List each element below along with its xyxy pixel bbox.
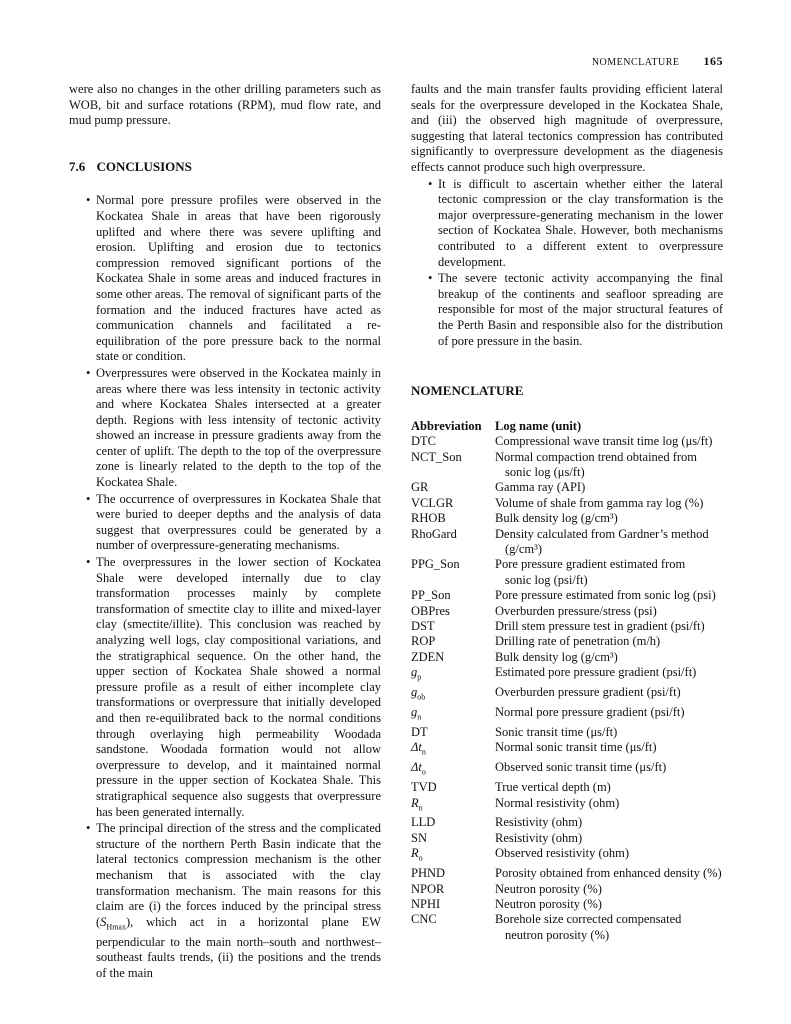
log-name: Porosity obtained from enhanced density (%) xyxy=(495,866,722,881)
table-row xyxy=(411,604,723,619)
log-name-cell xyxy=(495,846,723,866)
abbreviation-cell xyxy=(411,897,495,912)
log-name: Density calculated from Gardner’s method xyxy=(495,526,709,541)
abbreviation: R xyxy=(411,795,419,810)
conclusion-item: • Normal pore pressure profiles were observed in the Kockatea Shale in areas that have been rigorously uplifted and where there was severe uplifting and erosion. Uplifting and erosion due to tectonics compression removed significant portions of the Kockatea Shale in some areas and induced fractures in some other areas. The removal of significant parts of the formation and the induced fractures have acted as communication channels and facilitated a re-equilibration of the pore pressure back to the normal state or condition. xyxy=(69,193,381,365)
log-name-cell xyxy=(495,740,723,760)
abbreviation-cell xyxy=(411,685,495,705)
abbreviation: RHOB xyxy=(411,511,446,526)
running-title: NOMENCLATURE xyxy=(591,57,680,68)
log-name: Observed resistivity (ohm) xyxy=(495,846,630,861)
log-name-cell xyxy=(495,557,723,588)
log-name: Overburden pressure/stress (psi) xyxy=(495,603,657,618)
abbreviation-cell xyxy=(411,882,495,897)
abbreviation-cell xyxy=(411,450,495,481)
log-name-cell xyxy=(495,496,723,511)
log-name-cell xyxy=(495,831,723,846)
abbreviation: R xyxy=(411,846,419,861)
abbreviation: ROP xyxy=(411,634,436,649)
conclusion-text: The principal direction of the stress and the complicated structure of the northern Perth Basin indicate that the lateral tectonics compression mechanism is the other mechanism that is associated with the clay transformation mechanism. The main reasons for this claim are (i) the forces induced by the principal stress ( xyxy=(96,821,381,929)
table-row xyxy=(411,450,723,481)
log-name: Volume of shale from gamma ray log (%) xyxy=(495,495,704,510)
abbreviation: DST xyxy=(411,618,435,633)
table-row xyxy=(411,650,723,665)
abbreviation: NCT_Son xyxy=(411,449,462,464)
abbreviation-cell xyxy=(411,815,495,830)
abbreviation-cell xyxy=(411,760,495,780)
log-name-cell xyxy=(495,760,723,780)
stress-symbol: S xyxy=(100,914,107,929)
left-column xyxy=(69,82,381,983)
log-name-cell xyxy=(495,866,723,881)
log-name-cell xyxy=(495,588,723,603)
abbreviation-subscript: n xyxy=(421,747,426,757)
log-name: Compressional wave transit time log (μs/ft) xyxy=(495,434,713,449)
abbreviation-cell xyxy=(411,831,495,846)
abbreviation-subscript: o xyxy=(418,853,423,863)
log-name-cell xyxy=(495,434,723,449)
log-name-cell xyxy=(495,897,723,912)
log-name: Observed sonic transit time (μs/ft) xyxy=(495,760,667,775)
abbreviation: OBPres xyxy=(411,603,450,618)
log-name: Normal sonic transit time (μs/ft) xyxy=(495,740,657,755)
header-log-name: Log name (unit) xyxy=(495,418,582,433)
log-name-cell xyxy=(495,665,723,685)
conclusion-text: ), which act in a horizontal plane EW perpendicular to the main north–south and northwest–southeast faults trends, (ii) the positions and the trends of the main xyxy=(96,914,381,980)
log-name-cell xyxy=(495,619,723,634)
table-row xyxy=(411,846,723,866)
abbreviation: g xyxy=(411,685,418,700)
abbreviation-cell xyxy=(411,634,495,649)
stress-subscript: Hmax xyxy=(106,922,126,932)
table-row xyxy=(411,434,723,449)
conclusion-item: • Overpressures were observed in the Kockatea mainly in areas where there was less intensity in tectonic activity and where Kockatea Shales intersected at a greater depth. Regions with less intensity of tectonic activity showed an increase in pressure gradients away from the center of uplift. The depth to the top of the overpressure zone is linearly related to the depth to the top of the Kockatea Shale. xyxy=(69,366,381,491)
abbreviation: RhoGard xyxy=(411,526,457,541)
nomenclature-heading: NOMENCLATURE xyxy=(411,383,524,399)
abbreviation-cell xyxy=(411,527,495,558)
log-name: Sonic transit time (μs/ft) xyxy=(495,724,618,739)
table-row xyxy=(411,897,723,912)
abbreviation: CNC xyxy=(411,912,437,927)
log-name-cell xyxy=(495,912,723,943)
abbreviation-cell xyxy=(411,604,495,619)
abbreviation: VCLGR xyxy=(411,495,454,510)
intro-paragraph: were also no changes in the other drilling parameters such as WOB, bit and surface rotations (RPM), mud flow rate, and mud pump pressure. xyxy=(69,82,381,128)
log-name-cell xyxy=(495,780,723,795)
log-name-cell xyxy=(495,527,723,558)
table-row xyxy=(411,882,723,897)
log-name-cell xyxy=(495,511,723,526)
abbreviation-subscript: p xyxy=(417,672,422,682)
abbreviation-cell xyxy=(411,665,495,685)
abbreviation-cell xyxy=(411,588,495,603)
log-name-cell xyxy=(495,685,723,705)
abbreviation: PP_Son xyxy=(411,588,451,603)
abbreviation-cell xyxy=(411,496,495,511)
abbreviation-cell xyxy=(411,796,495,816)
abbreviation: LLD xyxy=(411,815,436,830)
log-name: Bulk density log (g/cm³) xyxy=(495,511,618,526)
log-name: Normal pore pressure gradient (psi/ft) xyxy=(495,705,685,719)
table-row xyxy=(411,740,723,760)
table-row xyxy=(411,665,723,685)
table-row xyxy=(411,634,723,649)
log-name-cell xyxy=(495,815,723,830)
table-row xyxy=(411,685,723,705)
abbreviation-cell xyxy=(411,511,495,526)
log-name-continuation: sonic log (μs/ft) xyxy=(505,464,585,479)
table-row xyxy=(411,705,723,725)
conclusion-item: • The occurrence of overpressures in Kockatea Shale that were buried to deeper depths and the analysis of data suggest that overpressures could be generated by a number of overpressure-generating mechanisms. xyxy=(69,492,381,554)
continuation-paragraph: faults and the main transfer faults providing efficient lateral seals for the overpressure developed in the Kockatea Shale, and (iii) the observed high magnitude of overpressure, suggesting that lateral tectonics compression has contributed significantly to overpressure development as the diagenesis effects cannot produce such high overpressure. xyxy=(411,82,723,174)
header-abbreviation: Abbreviation xyxy=(411,418,482,433)
log-name: Neutron porosity (%) xyxy=(495,896,602,911)
table-row xyxy=(411,557,723,588)
log-name: Pore pressure estimated from sonic log (psi) xyxy=(495,588,716,603)
abbreviation: PHND xyxy=(411,866,446,881)
log-name-cell xyxy=(495,480,723,495)
nomenclature-table xyxy=(411,419,723,944)
log-name: Neutron porosity (%) xyxy=(495,881,602,896)
conclusion-item: • It is difficult to ascertain whether either the lateral tectonic compression or the clay transformation is the major overpressure-generating mechanism in the lower section of Kockatea Shale. However, both mechanisms contributed to a different extent to overpressure development. xyxy=(411,177,723,271)
table-row xyxy=(411,912,723,943)
table-row xyxy=(411,866,723,881)
log-name: Borehole size corrected compensated xyxy=(495,912,682,927)
abbreviation-subscript: n xyxy=(417,712,422,722)
abbreviation-cell xyxy=(411,725,495,740)
abbreviation-cell xyxy=(411,619,495,634)
page-number: 165 xyxy=(703,54,723,68)
abbreviation: TVD xyxy=(411,780,437,795)
log-name-cell xyxy=(495,725,723,740)
abbreviation-cell xyxy=(411,780,495,795)
section-title: CONCLUSIONS xyxy=(96,158,192,174)
abbreviation: PPG_Son xyxy=(411,557,460,572)
log-name: True vertical depth (m) xyxy=(495,780,611,795)
right-column xyxy=(411,82,723,943)
abbreviation-subscript: ob xyxy=(417,692,426,702)
abbreviation: SN xyxy=(411,830,427,845)
table-row xyxy=(411,496,723,511)
log-name: Drill stem pressure test in gradient (psi/ft) xyxy=(495,618,705,633)
log-name: Resistivity (ohm) xyxy=(495,815,583,830)
nomenclature-body xyxy=(411,434,723,943)
abbreviation: g xyxy=(411,705,418,719)
abbreviation-cell xyxy=(411,912,495,943)
abbreviation-cell xyxy=(411,480,495,495)
log-name: Normal resistivity (ohm) xyxy=(495,795,620,810)
abbreviation: Δt xyxy=(411,760,422,775)
log-name-cell xyxy=(495,796,723,816)
table-row xyxy=(411,588,723,603)
log-name: Estimated pore pressure gradient (psi/ft) xyxy=(495,665,697,680)
abbreviation: DTC xyxy=(411,434,436,449)
table-row xyxy=(411,831,723,846)
log-name-continuation: (g/cm³) xyxy=(505,541,543,556)
section-number: 7.6 xyxy=(69,158,86,174)
abbreviation: GR xyxy=(411,480,429,495)
log-name-cell xyxy=(495,634,723,649)
section-heading xyxy=(69,159,381,175)
conclusions-list-continued xyxy=(411,177,723,350)
conclusions-list xyxy=(69,193,381,981)
abbreviation: Δt xyxy=(411,740,422,755)
table-row xyxy=(411,780,723,795)
log-name-cell xyxy=(495,650,723,665)
table-row xyxy=(411,760,723,780)
log-name: Bulk density log (g/cm³) xyxy=(495,649,618,664)
table-row xyxy=(411,796,723,816)
table-row xyxy=(411,480,723,495)
abbreviation-cell xyxy=(411,650,495,665)
table-row xyxy=(411,815,723,830)
log-name: Resistivity (ohm) xyxy=(495,830,583,845)
log-name: Gamma ray (API) xyxy=(495,480,586,495)
abbreviation-cell xyxy=(411,705,495,725)
log-name-continuation: sonic log (psi/ft) xyxy=(505,572,588,587)
table-row xyxy=(411,527,723,558)
table-row xyxy=(411,511,723,526)
table-row xyxy=(411,619,723,634)
abbreviation: NPOR xyxy=(411,881,445,896)
log-name-cell xyxy=(495,604,723,619)
abbreviation-cell xyxy=(411,740,495,760)
abbreviation-subscript: o xyxy=(421,767,426,777)
abbreviation-cell xyxy=(411,557,495,588)
abbreviation-cell xyxy=(411,846,495,866)
abbreviation-cell xyxy=(411,434,495,449)
abbreviation: DT xyxy=(411,724,428,739)
table-row xyxy=(411,725,723,740)
abbreviation: ZDEN xyxy=(411,649,445,664)
log-name-cell xyxy=(495,705,723,725)
log-name: Drilling rate of penetration (m/h) xyxy=(495,634,661,649)
abbreviation-cell xyxy=(411,866,495,881)
conclusion-item: • The severe tectonic activity accompanying the final breakup of the continents and seafloor spreading are responsible for most of the major structural features of the Perth Basin and responsible also for the distribution of pore pressure in the basin. xyxy=(411,271,723,349)
abbreviation: NPHI xyxy=(411,896,441,911)
table-header-row xyxy=(411,419,723,434)
log-name-continuation: neutron porosity (%) xyxy=(505,927,610,942)
conclusion-item xyxy=(69,821,381,981)
log-name-cell xyxy=(495,450,723,481)
log-name: Pore pressure gradient estimated from xyxy=(495,557,686,572)
log-name: Normal compaction trend obtained from xyxy=(495,449,698,464)
log-name: Overburden pressure gradient (psi/ft) xyxy=(495,685,681,700)
conclusion-item: • The overpressures in the lower section of Kockatea Shale were developed internally due to clay transformation processes mainly by complete transformation of smectite clay to illite and mixed-layer clay (smectite/illite). This conclusion was reached by analyzing well logs, clay compositional variations, and the stratigraphical sequence. On the other hand, the upper section of Kockatea Shale showed a normal pressure profile as a result of either incomplete clay transformations or overpressure that initially developed and then re-equilibrated back to the normal conditions through overlaying high permeability Woodada sandstone. Woodada formation would not allow overpressure to develop, and it maintained normal pressure in the upper section of Kockatea Shale. This stratigraphical sequence also suggests that overpressure has been generated internally. xyxy=(69,555,381,820)
running-header xyxy=(592,54,723,69)
log-name-cell xyxy=(495,882,723,897)
abbreviation-subscript: n xyxy=(418,803,423,813)
abbreviation: g xyxy=(411,665,418,680)
